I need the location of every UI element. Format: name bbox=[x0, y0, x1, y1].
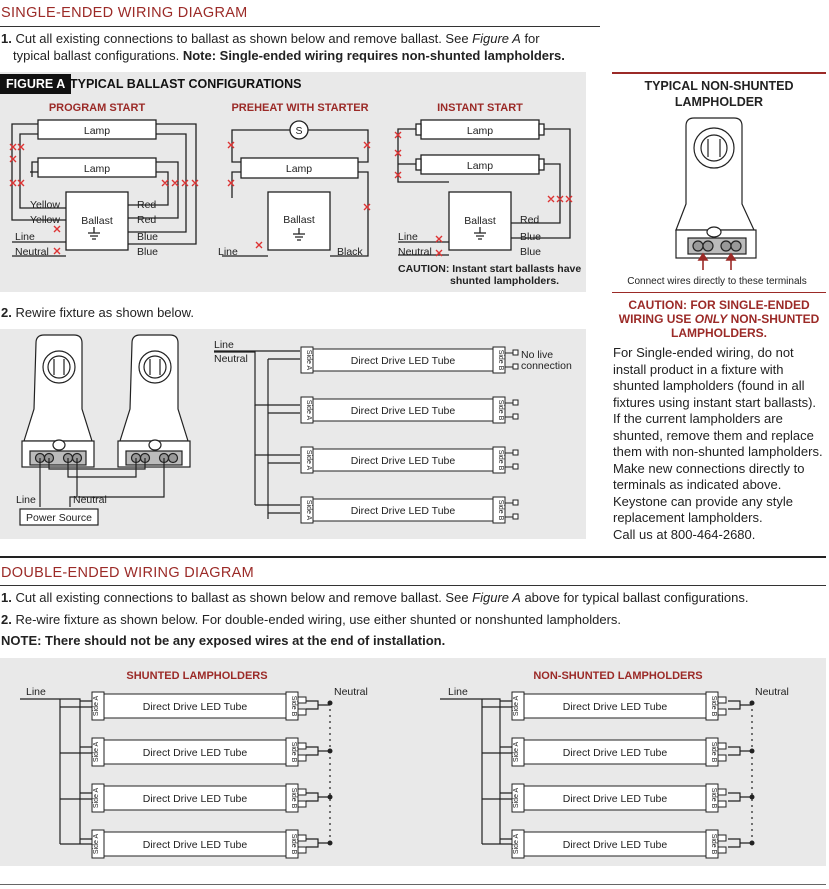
shunted-title: SHUNTED LAMPHOLDERS bbox=[126, 670, 268, 682]
nonshunted-tube-3-side-a: Side A bbox=[513, 787, 520, 809]
tube-1-side-b: Side B bbox=[497, 349, 504, 371]
instant-neutral: Neutral bbox=[398, 246, 432, 258]
lampholder-right bbox=[118, 335, 190, 467]
program-start-circuit bbox=[12, 120, 196, 256]
ballast-configurations-diagram bbox=[0, 72, 586, 292]
sidebar-caution bbox=[612, 298, 826, 340]
body-line: them with non-shunted lampholders. bbox=[613, 444, 823, 459]
tube-3-label: Direct Drive LED Tube bbox=[350, 455, 456, 467]
program-yellow-1: Yellow bbox=[30, 199, 60, 211]
preheat-title: PREHEAT WITH STARTER bbox=[231, 102, 369, 114]
instant-blue-1: Blue bbox=[520, 231, 542, 243]
instant-caution-1: CAUTION: Instant start ballasts have bbox=[398, 263, 582, 275]
caution-line: LAMPHOLDERS. bbox=[671, 326, 767, 340]
body-line: shunted lampholders (found in all bbox=[613, 378, 805, 393]
nonshunted-tube-4-label: Direct Drive LED Tube bbox=[562, 839, 668, 851]
step-number: 2. bbox=[1, 612, 12, 627]
rewire-neutral-top: Neutral bbox=[214, 353, 248, 365]
nonshunted-tube-3-label: Direct Drive LED Tube bbox=[562, 793, 668, 805]
nonshunted-neutral-label: Neutral bbox=[755, 686, 789, 698]
lampholder-title bbox=[612, 78, 826, 110]
shunted-tube-4-side-b: Side B bbox=[290, 833, 297, 855]
double-step-2 bbox=[1, 611, 827, 628]
step-text: Cut all existing connections to ballast as shown below and remove ballast. See bbox=[15, 590, 473, 605]
tube-1-label: Direct Drive LED Tube bbox=[350, 355, 456, 367]
program-lamp-2: Lamp bbox=[83, 163, 111, 175]
shunted-neutral-label: Neutral bbox=[334, 686, 368, 698]
instant-red: Red bbox=[520, 214, 540, 226]
divider bbox=[0, 26, 600, 27]
connect-caption: Connect wires directly to these terminals bbox=[627, 276, 807, 287]
step-text: Rewire fixture as shown below. bbox=[15, 305, 194, 320]
rewire-line-top: Line bbox=[214, 339, 234, 351]
body-line: For Single-ended wiring, do not bbox=[613, 345, 794, 360]
body-line: terminals as indicated above. bbox=[613, 477, 782, 492]
nonshunted-tube-3-side-b: Side B bbox=[710, 787, 717, 809]
power-source-label: Power Source bbox=[26, 512, 92, 524]
program-start-title: PROGRAM START bbox=[48, 102, 146, 114]
preheat-ballast: Ballast bbox=[283, 214, 315, 226]
nonshunted-tube-4-side-b: Side B bbox=[710, 833, 717, 855]
no-live-label-1: No live bbox=[521, 349, 554, 361]
nonshunted-tube-2-side-a: Side A bbox=[513, 741, 520, 763]
nonshunted-title: NON-SHUNTED LAMPHOLDERS bbox=[533, 670, 703, 682]
program-red-1: Red bbox=[137, 199, 157, 211]
body-line: fixtures using instant start ballasts). bbox=[613, 394, 817, 410]
program-blue-1: Blue bbox=[137, 231, 159, 243]
body-line: install product in a fixture with bbox=[613, 361, 784, 377]
single-ended-rewire-diagram bbox=[0, 329, 586, 539]
caution-text: WIRING USE bbox=[618, 312, 695, 326]
nonshunted-tube-1-side-a: Side A bbox=[513, 695, 520, 717]
nonshunted-tube-1-label: Direct Drive LED Tube bbox=[562, 701, 668, 713]
shunted-tube-3-side-a: Side A bbox=[93, 787, 100, 809]
caution-line bbox=[612, 312, 826, 326]
body-line: If the current lampholders are bbox=[613, 411, 783, 426]
tube-3-side-a: Side A bbox=[305, 449, 312, 471]
shunted-tube-2-label: Direct Drive LED Tube bbox=[142, 747, 248, 759]
body-line: Keystone can provide any style bbox=[613, 493, 793, 509]
figure-ref: Figure A bbox=[472, 590, 521, 605]
double-ended-title: DOUBLE-ENDED WIRING DIAGRAM bbox=[1, 565, 255, 581]
shunted-wiring bbox=[20, 699, 330, 847]
step-text: Cut all existing connections to ballast as shown below and remove ballast. See bbox=[15, 31, 473, 46]
step-number: 1. bbox=[1, 31, 12, 46]
instant-ballast: Ballast bbox=[464, 215, 496, 227]
bottom-rule bbox=[0, 884, 826, 885]
instant-line: Line bbox=[398, 231, 418, 243]
caution-emphasis: ONLY bbox=[694, 312, 728, 326]
single-step-1 bbox=[1, 30, 601, 64]
instant-caution-2: shunted lampholders. bbox=[450, 275, 560, 287]
shunted-tube-2-side-b: Side B bbox=[290, 741, 297, 763]
body-line: Make new connections directly to bbox=[613, 460, 805, 476]
program-ballast: Ballast bbox=[81, 215, 113, 227]
preheat-line: Line bbox=[218, 246, 238, 258]
nonshunted-tube-1-side-b: Side B bbox=[710, 695, 717, 717]
tube-3-side-b: Side B bbox=[497, 449, 504, 471]
instant-start-circuit bbox=[398, 120, 570, 255]
step-text: typical ballast configurations. bbox=[13, 48, 183, 63]
step-text: Re-wire fixture as shown below. For double-ended wiring, use either shunted or nonshunted lampholders. bbox=[15, 612, 622, 627]
shunted-tube-3-side-b: Side B bbox=[290, 787, 297, 809]
program-neutral: Neutral bbox=[15, 246, 49, 258]
tube-2-side-a: Side A bbox=[305, 399, 312, 421]
nonshunted-tube-2-label: Direct Drive LED Tube bbox=[562, 747, 668, 759]
sidebar-top-rule bbox=[612, 72, 826, 74]
instant-start-title: INSTANT START bbox=[437, 102, 523, 114]
nonshunted-line-label: Line bbox=[448, 686, 468, 698]
rewire-bus bbox=[214, 351, 300, 519]
tube-1-side-a: Side A bbox=[305, 349, 312, 371]
step-note: Note: Single-ended wiring requires non-shunted lampholders. bbox=[182, 48, 565, 63]
single-step-2 bbox=[1, 304, 194, 321]
section-divider bbox=[0, 556, 826, 558]
program-yellow-2: Yellow bbox=[30, 214, 60, 226]
non-shunted-lampholder-diagram bbox=[612, 112, 826, 290]
rewire-neutral-label: Neutral bbox=[73, 494, 107, 506]
shunted-tube-4-label: Direct Drive LED Tube bbox=[142, 839, 248, 851]
shunted-tube-4-side-a: Side A bbox=[93, 833, 100, 855]
shunted-tube-2-side-a: Side A bbox=[93, 741, 100, 763]
double-step-1 bbox=[1, 589, 827, 606]
single-ended-title: SINGLE-ENDED WIRING DIAGRAM bbox=[1, 5, 248, 21]
step-number: 2. bbox=[1, 305, 12, 320]
lampholder-title-line: TYPICAL NON-SHUNTED bbox=[644, 79, 794, 93]
preheat-black: Black bbox=[337, 246, 363, 258]
double-note: NOTE: There should not be any exposed wires at the end of installation. bbox=[1, 633, 446, 648]
lampholder-left bbox=[22, 335, 94, 467]
caution-text: NON-SHUNTED bbox=[727, 312, 820, 326]
figure-ref: Figure A bbox=[472, 31, 521, 46]
step-text: above for typical ballast configurations. bbox=[520, 590, 749, 605]
tube-4-side-b: Side B bbox=[497, 499, 504, 521]
shunted-tube-1-label: Direct Drive LED Tube bbox=[142, 701, 248, 713]
shunted-tube-1-side-b: Side B bbox=[290, 695, 297, 717]
figure-a-title: TYPICAL BALLAST CONFIGURATIONS bbox=[70, 77, 302, 91]
tube-2-label: Direct Drive LED Tube bbox=[350, 405, 456, 417]
program-line: Line bbox=[15, 231, 35, 243]
preheat-circuit bbox=[222, 121, 368, 256]
preheat-starter: S bbox=[295, 125, 303, 137]
program-blue-2: Blue bbox=[137, 246, 159, 258]
sidebar-rule bbox=[612, 292, 826, 293]
tube-4-side-a: Side A bbox=[305, 499, 312, 521]
body-line: replacement lampholders. bbox=[613, 510, 763, 525]
divider bbox=[0, 585, 826, 586]
shunted-tube-1-side-a: Side A bbox=[93, 695, 100, 717]
caution-line: CAUTION: FOR SINGLE-ENDED bbox=[628, 298, 810, 312]
tube-2-side-b: Side B bbox=[497, 399, 504, 421]
nonshunted-tube-4-side-a: Side A bbox=[513, 833, 520, 855]
body-line: Call us at 800-464-2680. bbox=[613, 526, 756, 542]
nonshunted-tube-2-side-b: Side B bbox=[710, 741, 717, 763]
instant-lamp-1: Lamp bbox=[466, 125, 494, 137]
body-line: shunted, remove them and replace bbox=[613, 427, 814, 443]
instant-blue-2: Blue bbox=[520, 246, 542, 258]
program-red-2: Red bbox=[137, 214, 157, 226]
double-ended-diagram bbox=[0, 658, 826, 866]
shunted-tube-3-label: Direct Drive LED Tube bbox=[142, 793, 248, 805]
step-text: for bbox=[520, 31, 540, 46]
figure-a-tag: FIGURE A bbox=[0, 74, 71, 94]
program-lamp-1: Lamp bbox=[83, 125, 111, 137]
instant-lamp-2: Lamp bbox=[466, 160, 494, 172]
sidebar-body bbox=[613, 345, 827, 543]
nonshunted-wiring bbox=[440, 699, 752, 847]
preheat-lamp: Lamp bbox=[285, 163, 313, 175]
lampholder-title-line: LAMPHOLDER bbox=[674, 95, 764, 109]
shunted-line-label: Line bbox=[26, 686, 46, 698]
rewire-line-label: Line bbox=[16, 494, 36, 506]
tube-4-label: Direct Drive LED Tube bbox=[350, 505, 456, 517]
no-live-label-2: connection bbox=[521, 360, 572, 372]
step-number: 1. bbox=[1, 590, 12, 605]
